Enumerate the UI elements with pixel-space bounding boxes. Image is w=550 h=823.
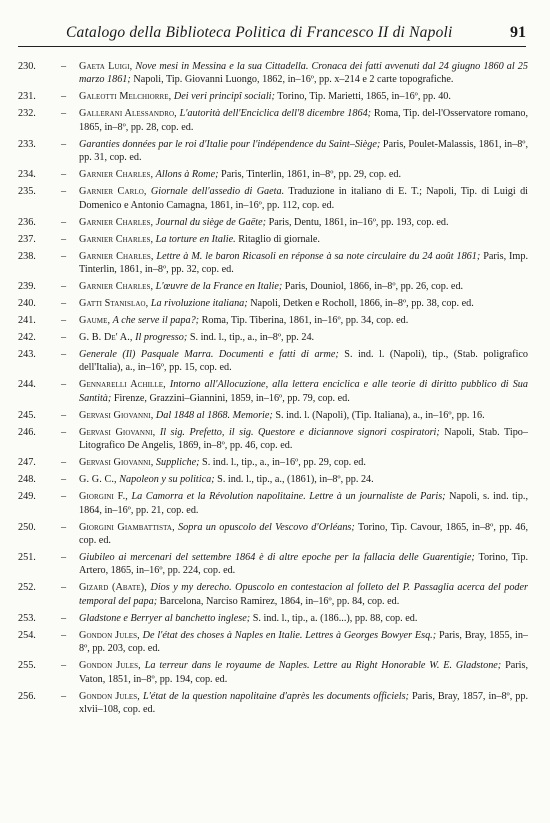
entry-publication-details: Paris, Douniol, 1866, in–8º, pp. 26, cop. ed. [284,281,464,293]
catalog-entry [18,659,528,686]
entry-publication-details: Barcelona, Narciso Ramirez, 1864, in–16º, pp. 84, cop. ed. [159,595,400,607]
entry-number: 242. [18,332,36,344]
entry-title: Giubileo ai mercenari del settembre 1864 è di altre epoche per la fallacia delle Guarentigie; [79,552,475,564]
entry-author: G. B. De' A., [79,332,133,344]
entry-title: Gladstone e Berryer al banchetto inglese; [79,612,251,624]
entry-number: 237. [18,233,36,245]
entry-title: L'œuvre de la France en Italie; [155,281,283,293]
entry-publication-details: Napoli, Stab. Tipo–Litografico De Angelis, 1869, in–8º, pp. 46, cop. ed. [79,426,528,452]
catalog-entry [18,216,528,229]
entry-dash: – [61,169,67,181]
page-header [18,18,526,47]
entry-number: 250. [18,521,36,533]
catalog-entry [18,521,528,548]
entry-number: 240. [18,298,36,310]
entry-title: Intorno all'Allocuzione, alla lettera enciclica e alle teorie di diritto pubblico di Sua Santità; [79,379,528,404]
entry-dash: – [61,457,67,469]
entry-author: Galeotti Melchiorre, [79,91,172,103]
entry-publication-details: Traduzione in italiano di E. T.; Napoli, Tip. di Luigi di Domenico e Antonio Camagna, 1861, in–16º, pp. 112, cop. ed. [79,186,529,211]
entry-number: 247. [18,457,36,469]
entry-publication-details: Paris, Dentu, 1861, in–16º, pp. 193, cop. ed. [268,216,449,228]
entry-title: La rivoluzione italiana; [150,298,248,310]
entry-number: 249. [18,491,36,503]
entry-title: Journal du siège de Gaëte; [155,216,267,228]
entry-publication-details: S. ind. l. (Napoli), tip., (Stab. poligrafico dell'Italia), a., in–16º, pp. 15, cop. ed. [79,349,529,374]
entry-author: Garnier Carlo, [79,186,147,198]
entry-publication-details: Napoli, s. ind. tip., 1864, in–16º, pp. 21, cop. ed. [79,491,529,516]
entry-dash: – [61,612,67,624]
catalog-entry [18,378,528,405]
entry-dash: – [61,409,67,421]
catalog-entry [18,490,528,517]
entry-dash: – [61,552,67,564]
entry-number: 231. [18,91,36,103]
entry-author: Garnier Charles, [79,169,154,181]
entry-dash: – [61,315,67,327]
entry-publication-details: Torino, Tip. Artero, 1865, in–16º, pp. 224, cop. ed. [79,552,528,577]
entry-dash: – [61,582,67,594]
entry-number: 244. [18,379,36,391]
catalog-entry [18,250,528,277]
entry-dash: – [61,138,67,150]
entry-title: A che serve il papa?; [112,315,200,327]
catalog-entry [18,473,528,486]
entry-dash: – [61,491,67,503]
catalog-entry [18,426,528,453]
entry-publication-details: Roma, Tip. Tiberina, 1861, in–16º, pp. 34, cop. ed. [201,315,409,327]
entry-author: Garnier Charles, [79,281,154,293]
entry-number: 254. [18,629,36,641]
catalog-entry [18,138,528,165]
catalog-entry [18,690,528,717]
entry-author: Gervasi Giovanni, [79,409,154,421]
entry-publication-details: S. ind. l., tip., a., in–8º, pp. 24. [189,332,315,344]
entry-number: 256. [18,690,36,702]
entry-dash: – [61,660,67,672]
entry-author: Gaeta Luigi, [79,61,133,72]
entry-number: 255. [18,660,36,672]
entry-author: Gervasi Giovanni, [79,426,156,438]
catalog-entry [18,331,528,344]
entry-dash: – [61,298,67,310]
entry-title: Suppliche; [155,457,200,469]
catalog-entry-list [18,60,528,720]
entry-title: L'état de la question napolitaine d'après les documents officiels; [142,690,409,702]
entry-author: Gizard (Abate), [79,582,147,594]
entry-dash: – [61,474,67,486]
catalog-entry [18,456,528,469]
entry-title: Dei veri principî sociali; [173,91,275,103]
entry-number: 238. [18,250,36,262]
entry-publication-details: Torino, Tip. Cavour, 1865, in–8º, pp. 46, cop. ed. [79,521,528,547]
entry-number: 241. [18,315,36,327]
entry-title: Il sig. Prefetto, il sig. Questore e diciannove signori cospiratori; [159,426,440,438]
entry-dash: – [61,186,67,198]
entry-dash: – [61,233,67,245]
entry-number: 248. [18,474,36,486]
entry-publication-details: Napoli, Detken e Rocholl, 1866, in–8º, pp. 38, cop. ed. [250,298,474,310]
entry-author: Gallerani Alessandro, [79,108,177,120]
catalog-entry [18,60,528,87]
entry-title: Lettre à M. le baron Ricasoli en réponse à sa note circulaire du 24 août 1861; [156,250,481,262]
entry-dash: – [61,426,67,438]
entry-author: Gondon Jules, [79,629,140,641]
entry-title: La torture en Italie. [155,233,236,245]
catalog-entry [18,90,528,103]
entry-title: Allons à Rome; [155,169,219,181]
entry-publication-details: Napoli, Tip. Giovanni Luongo, 1862, in–16º, pp. x–214 e 2 carte topografiche. [133,74,454,86]
entry-title: Giornale dell'assedio di Gaeta. [150,186,285,198]
entry-author: Gervasi Giovanni, [79,457,154,469]
running-title: Catalogo della Biblioteca Politica di Francesco II di Napoli [66,24,453,41]
entry-author: Gatti Stanislao, [79,298,149,310]
entry-title: Napoleon y su politica; [119,474,215,486]
entry-dash: – [61,108,67,120]
entry-title: Dal 1848 al 1868. Memorie; [155,409,273,421]
entry-publication-details: S. ind. l., tip., a. (186...), pp. 88, cop. ed. [252,612,418,624]
entry-number: 234. [18,169,36,181]
entry-number: 232. [18,108,36,120]
entry-author: Garnier Charles, [79,216,154,228]
entry-author: Garnier Charles, [79,250,154,262]
entry-dash: – [61,690,67,702]
entry-dash: – [61,349,67,361]
entry-title: Sopra un opuscolo del Vescovo d'Orléans; [178,521,355,533]
entry-dash: – [61,91,67,103]
entry-publication-details: Paris, Imp. Tinterlin, 1861, in–8º, pp. 32, cop. ed. [79,250,528,276]
entry-publication-details: S. ind. l. (Napoli), (Tip. Italiana), a., in–16º, pp. 16. [275,409,485,421]
catalog-entry [18,551,528,578]
entry-number: 251. [18,552,36,564]
catalog-entry [18,581,528,608]
entry-number: 253. [18,612,36,624]
entry-title: De l'état des choses à Naples en Italie. Lettres à Georges Bowyer Esq.; [142,629,437,641]
entry-publication-details: Paris, Poulet-Malassis, 1861, in–8º, pp. 31, cop. ed. [79,138,529,164]
entry-dash: – [61,332,67,344]
entry-publication-details: Paris, Vaton, 1851, in–8º, pp. 194, cop. ed. [79,660,529,685]
entry-title: Generale (Il) Pasquale Marra. Documenti e fatti di arme; [79,349,339,361]
entry-title: Il progresso; [135,332,188,344]
entry-dash: – [61,629,67,641]
entry-dash: – [61,250,67,262]
entry-title: Garanties données par le roi d'Italie pour l'indépendence du Saint–Siège; [79,138,381,150]
catalog-entry [18,409,528,422]
entry-number: 230. [18,61,36,72]
entry-author: Giorgini F., [79,491,128,503]
catalog-entry [18,612,528,625]
entry-number: 246. [18,426,36,438]
entry-title: Dios y my derecho. Opuscolo en contestacion al folleto del P. Passaglia acerca del poder temporal del papa; [79,582,528,607]
entry-number: 252. [18,582,36,594]
catalog-entry [18,185,528,212]
catalog-entry [18,233,528,246]
entry-dash: – [61,281,67,293]
entry-author: Gondon Jules, [79,660,141,672]
entry-publication-details: Roma, Tip. del-l'Osservatore romano, 1865, in–8º, pp. 28, cop. ed. [79,108,528,133]
entry-publication-details: Paris, Bray, 1855, in–8º, pp. 203, cop. ed. [79,629,529,655]
entry-number: 239. [18,281,36,293]
entry-dash: – [61,216,67,228]
entry-author: Giorgini Giambattista, [79,521,175,533]
entry-author: Gennarelli Achille, [79,379,166,391]
entry-dash: – [61,61,67,72]
entry-number: 235. [18,186,36,198]
catalog-entry [18,629,528,656]
entry-publication-details: S. ind. l., tip., a., in–16º, pp. 29, cop. ed. [202,457,366,469]
entry-author: Garnier Charles, [79,233,154,245]
entry-publication-details: Paris, Bray, 1857, in–8º, pp. xlvii–108, cop. ed. [79,690,528,716]
entry-title: La terreur dans le royaume de Naples. Lettre au Right Honorable W. E. Gladstone; [144,660,502,672]
entry-publication-details: Firenze, Grazzini–Giannini, 1859, in–16º, pp. 79, cop. ed. [113,392,350,404]
entry-publication-details: Torino, Tip. Marietti, 1865, in–16º, pp. 40. [277,91,451,103]
entry-dash: – [61,379,67,391]
catalog-entry [18,280,528,293]
entry-number: 245. [18,409,36,421]
catalog-entry [18,348,528,375]
entry-number: 243. [18,349,36,361]
catalog-entry [18,168,528,181]
entry-dash: – [61,521,67,533]
entry-number: 236. [18,216,36,228]
catalog-entry [18,314,528,327]
entry-author: Gondon Jules, [79,690,140,702]
catalog-entry [18,107,528,134]
entry-publication-details: S. ind. l., tip., a., (1861), in–8º, pp. 24. [217,474,374,486]
entry-title: Nove mesi in Messina e la sua Cittadella. Cronaca dei fatti avvenuti dal 24 giugno 1860 al 25 marzo 1861; [79,61,528,86]
entry-author: G. G. C., [79,474,117,486]
entry-publication-details: Ritaglio di giornale. [238,233,320,245]
entry-author: Gaume, [79,315,111,327]
entry-publication-details: Paris, Tinterlin, 1861, in–8º, pp. 29, cop. ed. [221,169,402,181]
entry-title: L'autorità dell'Enciclica dell'8 dicembre 1864; [179,108,372,120]
entry-number: 233. [18,138,36,150]
page-number: 91 [510,24,526,41]
entry-title: La Camorra et la Révolution napolitaine. Lettre à un journaliste de Paris; [131,491,446,503]
catalog-entry [18,297,528,310]
